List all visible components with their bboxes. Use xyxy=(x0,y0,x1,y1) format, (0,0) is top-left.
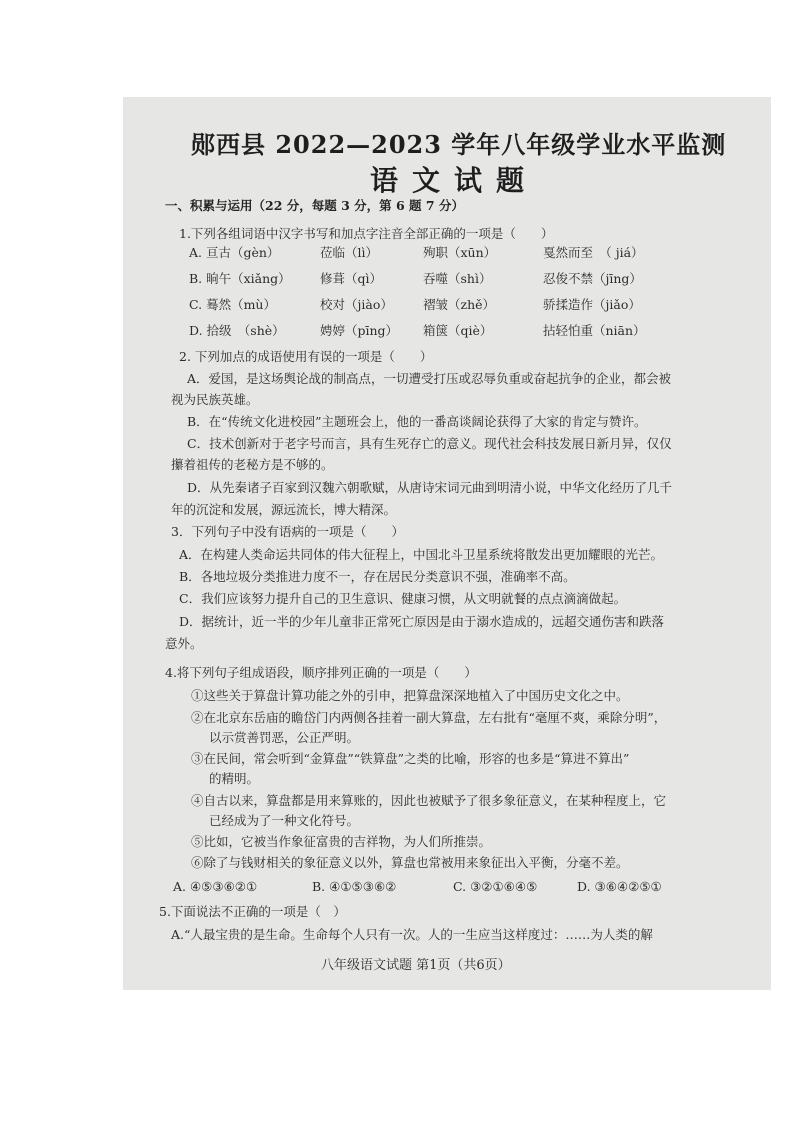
q4-item: ④自古以来，算盘都是用来算账的，因此也被赋予了很多象征意义，在某种程度上，它 xyxy=(191,793,667,808)
q3-option-a: A．在构建人类命运共同体的伟大征程上，中国北斗卫星系统将散发出更加耀眼的光芒。 xyxy=(179,547,664,562)
q2-option-c-cont: 攥着祖传的老秘方是不够的。 xyxy=(171,457,334,472)
q1-option-b-3: 吞噬（shì） xyxy=(423,271,492,286)
q1-option-b-4: 忍俊不禁（jīng） xyxy=(543,271,642,286)
exam-title: 郧西县 2022—2023 学年八年级学业水平监测 xyxy=(191,130,727,159)
q1-option-d-4: 拈轻怕重（niān） xyxy=(543,323,646,338)
q4-stem: 4.将下列句子组成语段，顺序排列正确的一项是（ ） xyxy=(165,665,477,680)
q1-option-c-4: 骄揉造作（jiǎo） xyxy=(543,297,641,312)
q2-option-a-cont: 视为民族英雄。 xyxy=(171,392,259,407)
q1-option-c-2: 校对（jiào） xyxy=(320,297,393,312)
q1-stem: 1.下列各组词语中汉字书写和加点字注音全部正确的一项是（ ） xyxy=(179,226,554,241)
q4-item-cont: 已经成为了一种文化符号。 xyxy=(209,813,360,828)
q4-option-a: A. ④⑤③⑥②① xyxy=(173,879,258,894)
q1-option-c-3: 褶皱（zhě） xyxy=(423,297,496,312)
q4-option-d: D. ③⑥④②⑤① xyxy=(577,879,662,894)
q2-option-d-cont: 年的沉淀和发展，源远流长，博大精深。 xyxy=(171,502,397,517)
q3-option-d: D．据统计，近一半的少年儿童非正常死亡原因是由于溺水造成的，远超交通伤害和跌落 xyxy=(179,614,665,629)
q3-stem: 3．下列句子中没有语病的一项是（ ） xyxy=(171,524,404,539)
exam-paper xyxy=(123,97,771,990)
q4-item-cont: 的精明。 xyxy=(209,771,260,786)
q2-option-a: A．爱国，是这场舆论战的制高点，一切遭受打压或忍辱负重或奋起抗争的企业，都会被 xyxy=(187,371,672,386)
q4-option-c: C. ③②①⑥④⑤ xyxy=(453,879,538,894)
q4-item: ⑤比如，它被当作象征富贵的吉祥物，为人们所推崇。 xyxy=(191,834,492,849)
q5-option-a: A.“人最宝贵的是生命。生命每个人只有一次。人的一生应当这样度过：……为人类的解 xyxy=(171,927,653,942)
q1-option-a-3: 殉职（xūn） xyxy=(423,245,497,260)
section-heading: 一、积累与运用（22 分，每题 3 分，第 6 题 7 分） xyxy=(165,198,464,213)
q1-option-a-2: 莅临（lì） xyxy=(320,245,378,260)
q4-option-b: B. ④①⑤③⑥② xyxy=(312,879,397,894)
q3-option-b: B．各地垃圾分类推进力度不一，存在居民分类意识不强，准确率不高。 xyxy=(179,569,576,584)
q4-item: ②在北京东岳庙的瞻岱门内两侧各挂着一副大算盘，左右批有“毫厘不爽，乘除分明”， xyxy=(191,710,667,725)
q4-item: ③在民间，常会听到“金算盘”“铁算盘”之类的比喻，形容的也多是“算进不算出” xyxy=(191,751,630,766)
q2-option-c: C．技术创新对于老字号而言，具有生死存亡的意义。现代社会科技发展日新月异，仅仅 xyxy=(187,436,672,451)
q1-option-d-1: D. 拾级 （shè） xyxy=(189,323,285,338)
q2-option-d: D．从先秦诸子百家到汉魏六朝歌赋，从唐诗宋词元曲到明清小说，中华文化经历了几千 xyxy=(187,480,673,495)
q1-option-b-1: B. 晌午（xiǎng） xyxy=(189,271,291,286)
q5-stem: 5.下面说法不正确的一项是（ ） xyxy=(159,904,346,919)
q3-option-c: C．我们应该努力提升自己的卫生意识、健康习惯，从文明就餐的点点滴滴做起。 xyxy=(179,591,627,606)
q4-item: ①这些关于算盘计算功能之外的引申，把算盘深深地植入了中国历史文化之中。 xyxy=(191,688,629,703)
q2-stem: 2. 下列加点的成语使用有误的一项是（ ） xyxy=(179,349,433,364)
q3-option-d-cont: 意外。 xyxy=(165,636,203,651)
q2-option-b: B．在“传统文化进校园”主题班会上，他的一番高谈阔论获得了大家的肯定与赞许。 xyxy=(187,414,647,429)
q4-item: ⑥除了与钱财相关的象征意义以外，算盘也常被用来象征出入平衡，分毫不差。 xyxy=(191,855,629,870)
page-footer: 八年级语文试题 第1页（共6页） xyxy=(321,958,511,973)
q1-option-a-4: 戛然而至 （ jiá） xyxy=(543,245,644,260)
q1-option-a-1: A. 亘古（gèn） xyxy=(189,245,280,260)
exam-subtitle: 语文试题 xyxy=(370,164,539,197)
q1-option-d-2: 娉婷（pīng） xyxy=(320,323,399,338)
q1-option-b-2: 修葺（qì） xyxy=(320,271,382,286)
q1-option-d-3: 箱箧（qiè） xyxy=(423,323,493,338)
q1-option-c-1: C. 蓦然（mù） xyxy=(189,297,276,312)
q4-item-cont: 以示赏善罚恶，公正严明。 xyxy=(209,730,360,745)
